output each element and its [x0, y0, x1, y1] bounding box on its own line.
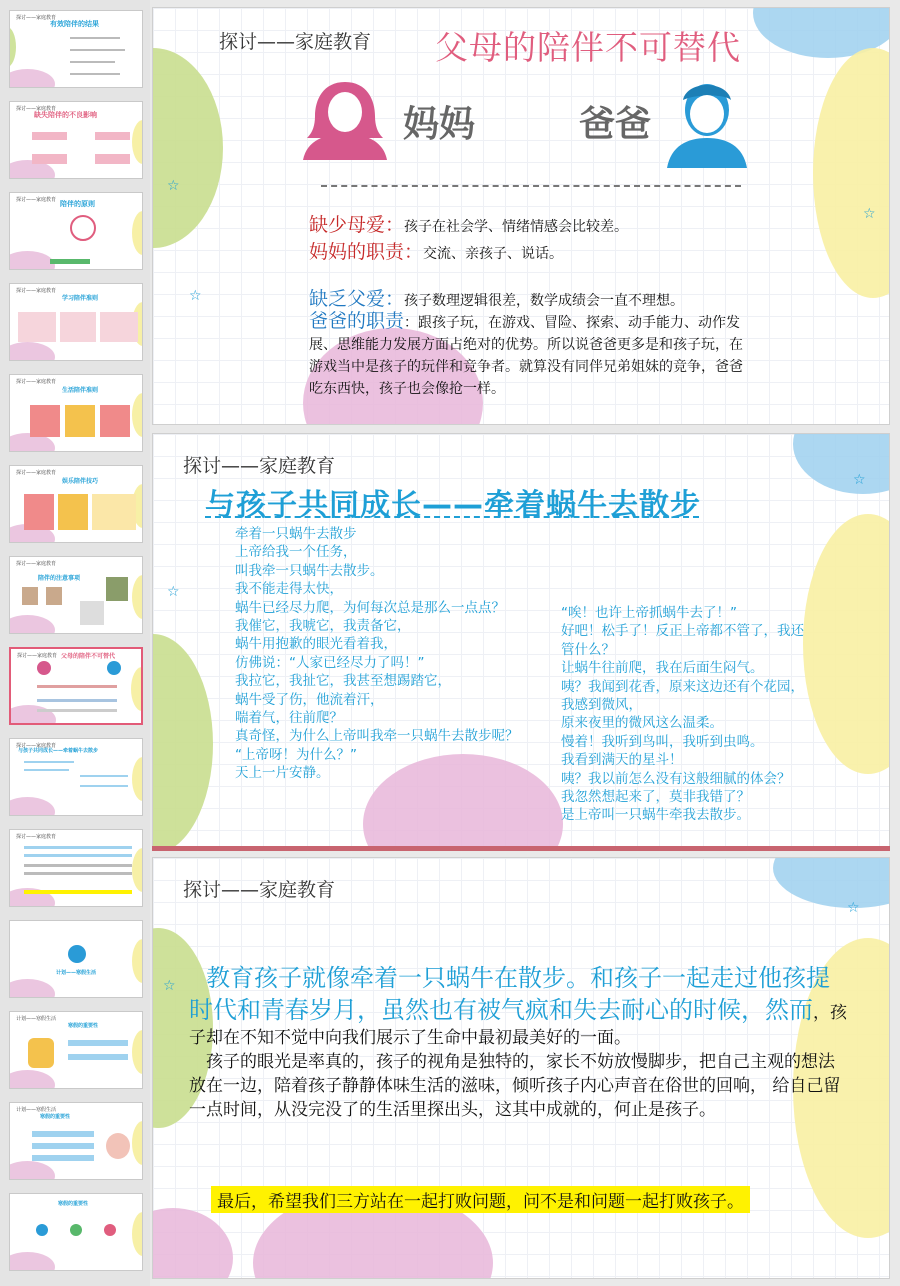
slide-subtitle: 探讨——家庭教育 [183, 879, 336, 901]
thumb-heading: 陪伴的原则 [60, 200, 95, 208]
thumb-label: 探讨——家庭教育 [16, 561, 57, 567]
poem-line: 蜗牛用抱歉的眼光看着我， [235, 636, 397, 653]
lack-mother-row [309, 210, 628, 237]
thumb-label: 探讨——家庭教育 [16, 379, 57, 385]
poem-line: 我不能走得太快， [235, 581, 343, 598]
thumb-heading: 学习陪伴准则 [62, 295, 99, 302]
thumb-label: 探讨——家庭教育 [16, 288, 57, 294]
poem-line: 真奇怪，为什么上帝叫我牵一只蜗牛去散步呢？ [235, 728, 519, 745]
mother-duty-key: 妈妈的职责： [309, 241, 424, 263]
poem-line: 原来夜里的微风这么温柔。 [561, 715, 723, 732]
poem-line: 仿佛说：“人家已经尽力了吗！” [235, 654, 425, 671]
thumb-label: 探讨——家庭教育 [16, 15, 57, 21]
paragraph-1-rest: ，孩子却在不知不觉中向我们展示了生命中最初最美好的一面。 [189, 1003, 847, 1048]
slide-title: 父母的陪伴不可替代 [435, 28, 741, 67]
slide-thumbnail-4[interactable] [9, 283, 143, 361]
thumb-label: 计划——寒假生活 [16, 1016, 57, 1022]
slide-title: 与孩子共同成长——牵着蜗牛去散步 [205, 488, 701, 523]
paragraph-2 [189, 1050, 849, 1122]
thumb-heading: 陪伴的注意事项 [38, 575, 81, 582]
poem-line: 管什么？ [561, 641, 615, 658]
slide-thumbnail-12[interactable] [9, 1011, 143, 1089]
slide-thumbnail-10[interactable] [9, 829, 143, 907]
thumb-heading: 缺失陪伴的不良影响 [34, 111, 97, 119]
poem-line: 上帝给我一个任务， [235, 544, 357, 561]
poem-line: 是上帝叫一只蜗牛牵我去散步。 [561, 807, 750, 824]
thumb-heading: 娱乐陪伴技巧 [62, 478, 99, 485]
slide-subtitle: 探讨——家庭教育 [183, 455, 336, 477]
slide-thumbnail-13[interactable] [9, 1102, 143, 1180]
thumb-heading: 父母的陪伴不可替代 [61, 653, 116, 660]
poem-left-column [235, 525, 519, 783]
paragraph-1 [189, 962, 849, 1050]
thumb-label: 计划——寒假生活 [16, 1107, 57, 1113]
father-duty-key: 爸爸的职责 [309, 310, 405, 332]
poem-line: 好吧！松手了！反正上帝都不管了，我还 [561, 623, 804, 640]
poem-line: “唉！也许上帝抓蜗牛去了！” [561, 605, 737, 621]
slide-conclusion: ☆ ☆ 探讨——家庭教育 教育孩子就像牵着一只蜗牛在散步。和孩子一起走过他孩提时代和青春岁月，虽然也有被气疯和失去耐心的时候，然而，孩子却在不知不觉中向我们展示了生命中最初最美好的一面。 孩子的眼光是率真的，孩子的视角是独特的，家长不妨放慢脚步，把自己主观的想法放在一边，陪着孩子静静体味生活的滋味，倾听孩子内心声音在俗世的回响， 给自己留一点时间，从没完没了的生活里探出头，这其中成就的，何止是孩子。 最后，希望我们三方站在一起打败问题，问不是和问题一起打败孩子。 [152, 857, 890, 1279]
poem-line: 慢着！我听到鸟叫，我听到虫鸣。 [561, 733, 764, 750]
thumb-heading: 与孩子共同成长——牵着蜗牛去散步 [18, 748, 99, 754]
mother-label: 妈妈 [403, 104, 476, 145]
slide-divider [152, 846, 890, 851]
poem-line: 我拉它，我扯它，我甚至想踢踏它， [235, 673, 451, 690]
thumb-label: 探讨——家庭教育 [16, 743, 57, 749]
slide-thumbnail-5[interactable] [9, 374, 143, 452]
thumb-label: 探讨——家庭教育 [16, 106, 57, 112]
slide-snail-walk: ☆ ☆ 探讨——家庭教育 与孩子共同成长——牵着蜗牛去散步 牵着一只蜗牛去散步 上帝给我一个任务， 叫我牵一只蜗牛去散步。 我不能走得太快， 蜗牛已经尽力爬，为何每次总是那么一点点？ 我催它，我唬它，我责备它， 蜗牛用抱歉的眼光看着我， 仿佛说：“人家已经尽力了吗！” 我拉它，我扯它，我甚至想踢踏它， 蜗牛受了伤，他流着汗， 喘着气，往前爬？ 真奇怪，为什么上帝叫我牵一只蜗牛去散步呢？ “上帝呀！为什么？” 天上一片安静。 “唉！也许上帝抓蜗牛去了！” 好吧！松手了！反正上帝都不管了，我还 管什么？ 让蜗牛往前爬，我在后面生闷气。 咦？我闻到花香，原来这边还有个花园， 我感到微风， 原来夜里的微风这么温柔。 慢着！我听到鸟叫，我听到虫鸣。 我看到满天的星斗！ 咦？我以前怎么没有这般细腻的体会？ 我忽然想起来了，莫非我错了？ 是上帝叫一只蜗牛牵我去散步。 [152, 433, 890, 847]
poem-line: 喘着气，往前爬？ [235, 710, 343, 727]
slide-subtitle: 探讨——家庭教育 [219, 31, 372, 53]
poem-line: 咦？我闻到花香，原来这边还有个花园， [561, 678, 804, 695]
thumb-heading: 有效陪伴的结果 [50, 20, 99, 28]
thumb-heading: 寒假的重要性 [68, 1023, 99, 1029]
body-text [189, 962, 849, 1122]
poem-line: “上帝呀！为什么？” [235, 746, 357, 763]
poem-line: 我感到微风， [561, 697, 642, 714]
thumb-heading: 寒假的重要性 [58, 1201, 89, 1207]
lack-father-key: 缺乏父爱： [309, 288, 405, 310]
slide-thumbnail-14[interactable] [9, 1193, 143, 1271]
father-duty-text: ：跟孩子玩，在游戏、冒险、探索、动手能力、动作发展、思维能力发展方面占绝对的优势。所以说爸爸更多是和孩子玩，在游戏当中是孩子的玩伴和竞争者。就算没有同伴兄弟姐妹的竞争，爸爸吃东西快，孩子也会像抢一样。 [309, 315, 743, 397]
thumb-heading: 生活陪伴准则 [62, 387, 99, 394]
lack-mother-text: 孩子在社会学、情绪情感会比较差。 [404, 219, 629, 235]
poem-line: 咦？我以前怎么没有这般细腻的体会？ [561, 770, 791, 787]
lack-mother-key: 缺少母爱： [309, 214, 405, 236]
poem-line: 蜗牛受了伤，他流着汗， [235, 691, 384, 708]
mother-duty-row [309, 237, 563, 264]
divider-line [321, 185, 741, 187]
poem-line: 我催它，我唬它，我责备它， [235, 618, 411, 635]
highlight-text: 教育孩子就像牵着一只蜗牛在散步。和孩子一起走过他孩提时代和青春岁月，虽然也有被气疯和失去耐心的时候，然而 [189, 964, 830, 1024]
father-duty-paragraph [309, 310, 749, 400]
slide-thumbnail-6[interactable] [9, 465, 143, 543]
poem-line: 叫我牵一只蜗牛去散步。 [235, 562, 384, 579]
mother-duty-text: 交流、亲孩子、说话。 [423, 246, 564, 262]
poem-line: 蜗牛已经尽力爬，为何每次总是那么一点点？ [235, 599, 505, 616]
poem-right-column [561, 604, 804, 825]
title-underline [205, 516, 699, 518]
thumb-heading: 计划——寒假生活 [56, 970, 97, 976]
thumb-label: 探讨——家庭教育 [16, 834, 57, 840]
closing-statement: 最后，希望我们三方站在一起打败问题，问不是和问题一起打败孩子。 [211, 1186, 750, 1213]
thumb-label: 探讨——家庭教育 [17, 653, 58, 659]
thumb-label: 探讨——家庭教育 [16, 470, 57, 476]
slide-thumbnail-8[interactable] [9, 647, 143, 725]
lack-father-text: 孩子数理逻辑很差，数学成绩会一直不理想。 [404, 293, 685, 309]
paragraph-2-text: 孩子的眼光是率真的，孩子的视角是独特的，家长不妨放慢脚步，把自己主观的想法放在一边，陪着孩子静静体味生活的滋味，倾听孩子内心声音在俗世的回响， 给自己留一点时间，从没完没了的生活里探出头，这其中成就的，何止是孩子。 [189, 1052, 841, 1120]
poem-line: 天上一片安静。 [235, 765, 330, 782]
lack-father-row [309, 284, 684, 311]
slide-parents-companionship: ☆ ☆ ☆ 探讨——家庭教育 父母的陪伴不可替代 妈妈 爸爸 缺少母爱：孩子在社会学、情绪情感会比较差。 妈妈的职责：交流、亲孩子、说话。 缺乏父爱：孩子数理逻辑很差，数学成绩会一直不理想。 爸爸的职责：跟孩子玩，在游戏、冒险、探索、动手能力、动作发展、思维能力发展方面占绝对的优势。所以说爸爸更多是和孩子玩，在游戏当中是孩子的玩伴和竞争者。就算没有同伴兄弟姐妹的竞争，爸爸吃东西快，孩子也会像抢一样。 [152, 7, 890, 425]
poem-line: 我忽然想起来了，莫非我错了？ [561, 789, 750, 806]
father-icon [665, 74, 749, 168]
poem-line: 我看到满天的星斗！ [561, 752, 683, 769]
slide-thumbnail-2[interactable] [9, 101, 143, 179]
slide-thumbnail-9[interactable] [9, 738, 143, 816]
thumb-heading: 寒假的重要性 [40, 1114, 71, 1120]
thumb-label: 探讨——家庭教育 [16, 197, 57, 203]
slide-thumbnail-7[interactable] [9, 556, 143, 634]
father-label: 爸爸 [579, 104, 652, 145]
mother-icon [299, 76, 391, 160]
slide-thumbnail-1[interactable] [9, 10, 143, 88]
slide-thumbnail-3[interactable] [9, 192, 143, 270]
poem-line: 让蜗牛往前爬，我在后面生闷气。 [561, 660, 764, 677]
slide-thumbnail-panel [0, 0, 150, 1286]
poem-line: 牵着一只蜗牛去散步 [235, 526, 357, 542]
slide-thumbnail-11[interactable] [9, 920, 143, 998]
